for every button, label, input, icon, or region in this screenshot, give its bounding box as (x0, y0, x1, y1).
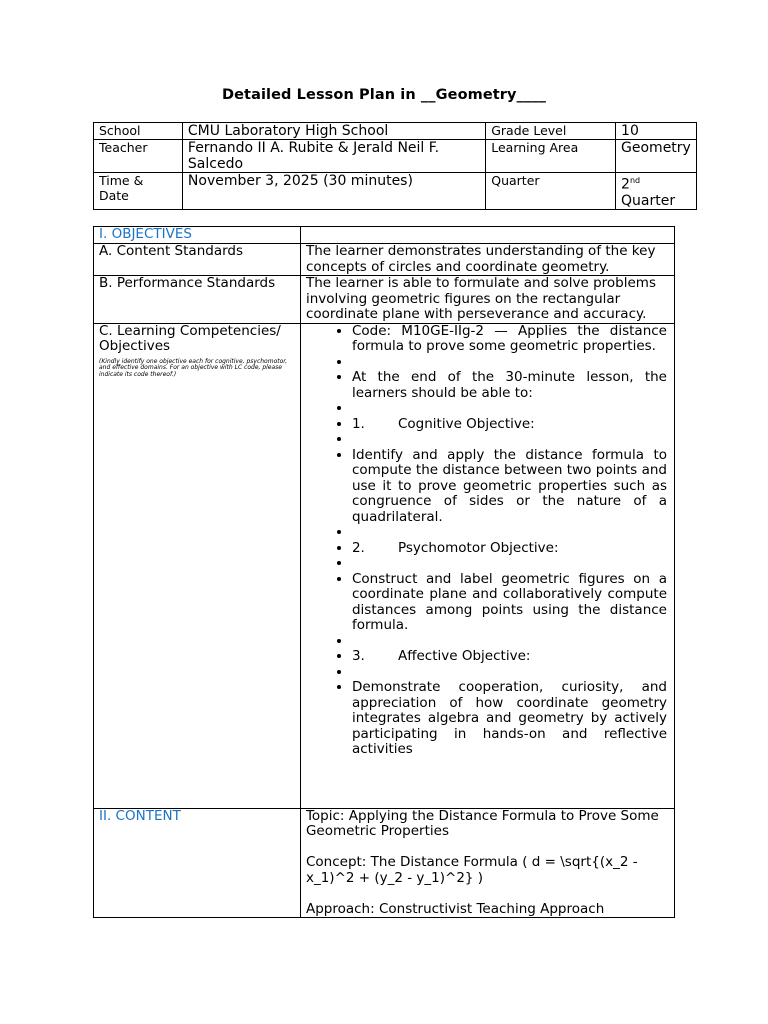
objective-item (352, 432, 667, 448)
objective-item: • At the end of the 30-minute lesson, the learners should be able to: (352, 370, 667, 401)
lesson-table (93, 226, 675, 918)
info-table (93, 122, 697, 210)
grade-label: Grade Level (486, 123, 616, 140)
content-standards-label: A. Content Standards (94, 244, 301, 276)
competencies-note: (Kindly identify one objective each for cognitive, psychomotor, and effective domains. For an objective with LC code, please indicate its code thereof.) (99, 357, 288, 378)
objective-heading: Psychomotor Objective: (397, 539, 559, 556)
objectives-heading-empty (300, 227, 674, 244)
teacher-value: Fernando II A. Rubite & Jerald Neil F. Salcedo (182, 140, 485, 173)
content-topic: Topic: Applying the Distance Formula to Prove Some Geometric Properties (305, 807, 659, 839)
competencies-cell (94, 323, 301, 808)
school-value: CMU Laboratory High School (182, 123, 485, 140)
objective-item: • Identify and apply the distance formula to compute the distance between two points and use it to prove geometric properties such as congruence of sides or the nature of a quadrilateral. (352, 448, 667, 526)
objectives-list (306, 324, 669, 758)
school-label: School (94, 123, 183, 140)
school-row (94, 123, 697, 140)
teacher-label: Teacher (94, 140, 183, 173)
content-heading: II. CONTENT (94, 808, 301, 918)
quarter-suffix: nd (629, 176, 641, 185)
quarter-label: Quarter (486, 173, 616, 210)
objective-item (352, 556, 667, 572)
content-cell (300, 808, 674, 918)
competencies-row (94, 323, 675, 808)
content-concept: Concept: The Distance Formula ( d = \sqrt{(x_2 - x_1)^2 + (y_2 - y_1)^2} ) (305, 854, 638, 886)
objective-item (352, 649, 667, 665)
teacher-row (94, 140, 697, 173)
objective-item (352, 665, 667, 681)
objective-number: 1. (351, 415, 365, 432)
grade-value: 10 (616, 123, 697, 140)
objective-item (352, 401, 667, 417)
objective-number: 2. (351, 539, 365, 556)
time-label: Time & Date (94, 173, 183, 210)
objective-item (352, 417, 667, 433)
area-value: Geometry (616, 140, 697, 173)
objective-item: • Demonstrate cooperation, curiosity, and appreciation of how coordinate geometry integrates algebra and geometry by actively participating in hands-on and reflective activities (352, 680, 667, 758)
content-standards-row (94, 244, 675, 276)
objectives-heading: I. OBJECTIVES (94, 227, 301, 244)
time-row (94, 173, 697, 210)
performance-standards-label: B. Performance Standards (94, 276, 301, 324)
objective-item: • Code: M10GE-IIg-2 — Applies the distance formula to prove some geometric properties. (352, 324, 667, 355)
performance-standards-row (94, 276, 675, 324)
objective-heading: Affective Objective: (397, 648, 531, 664)
content-row (94, 808, 675, 918)
page-title: Detailed Lesson Plan in __Geometry____ (221, 87, 547, 103)
content-standards-text: The learner demonstrates understanding of the key concepts of circles and coordinate geometry. (300, 244, 674, 276)
objective-item (352, 541, 667, 557)
objective-number: 3. (351, 648, 365, 664)
objective-item: • Construct and label geometric figures on a coordinate plane and collaboratively compute distances among points using the distance formula. (352, 572, 667, 634)
content-approach: Approach: Constructivist Teaching Approach (305, 900, 605, 917)
competencies-objectives (300, 323, 674, 808)
objectives-heading-row (94, 227, 675, 244)
objective-item (352, 355, 667, 371)
objective-item (352, 525, 667, 541)
quarter-value (616, 173, 697, 210)
quarter-number: 2 (621, 176, 630, 193)
area-label: Learning Area (486, 140, 616, 173)
competencies-label: C. Learning Competencies/ Objectives (99, 322, 281, 354)
performance-standards-text: The learner is able to formulate and solve problems involving geometric figures on the rectangular coordinate plane with perseverance and accuracy. (300, 276, 674, 324)
objective-item (352, 634, 667, 650)
time-value: November 3, 2025 (30 minutes) (182, 173, 485, 210)
objective-heading: Cognitive Objective: (397, 415, 535, 432)
quarter-word: Quarter (621, 192, 676, 209)
